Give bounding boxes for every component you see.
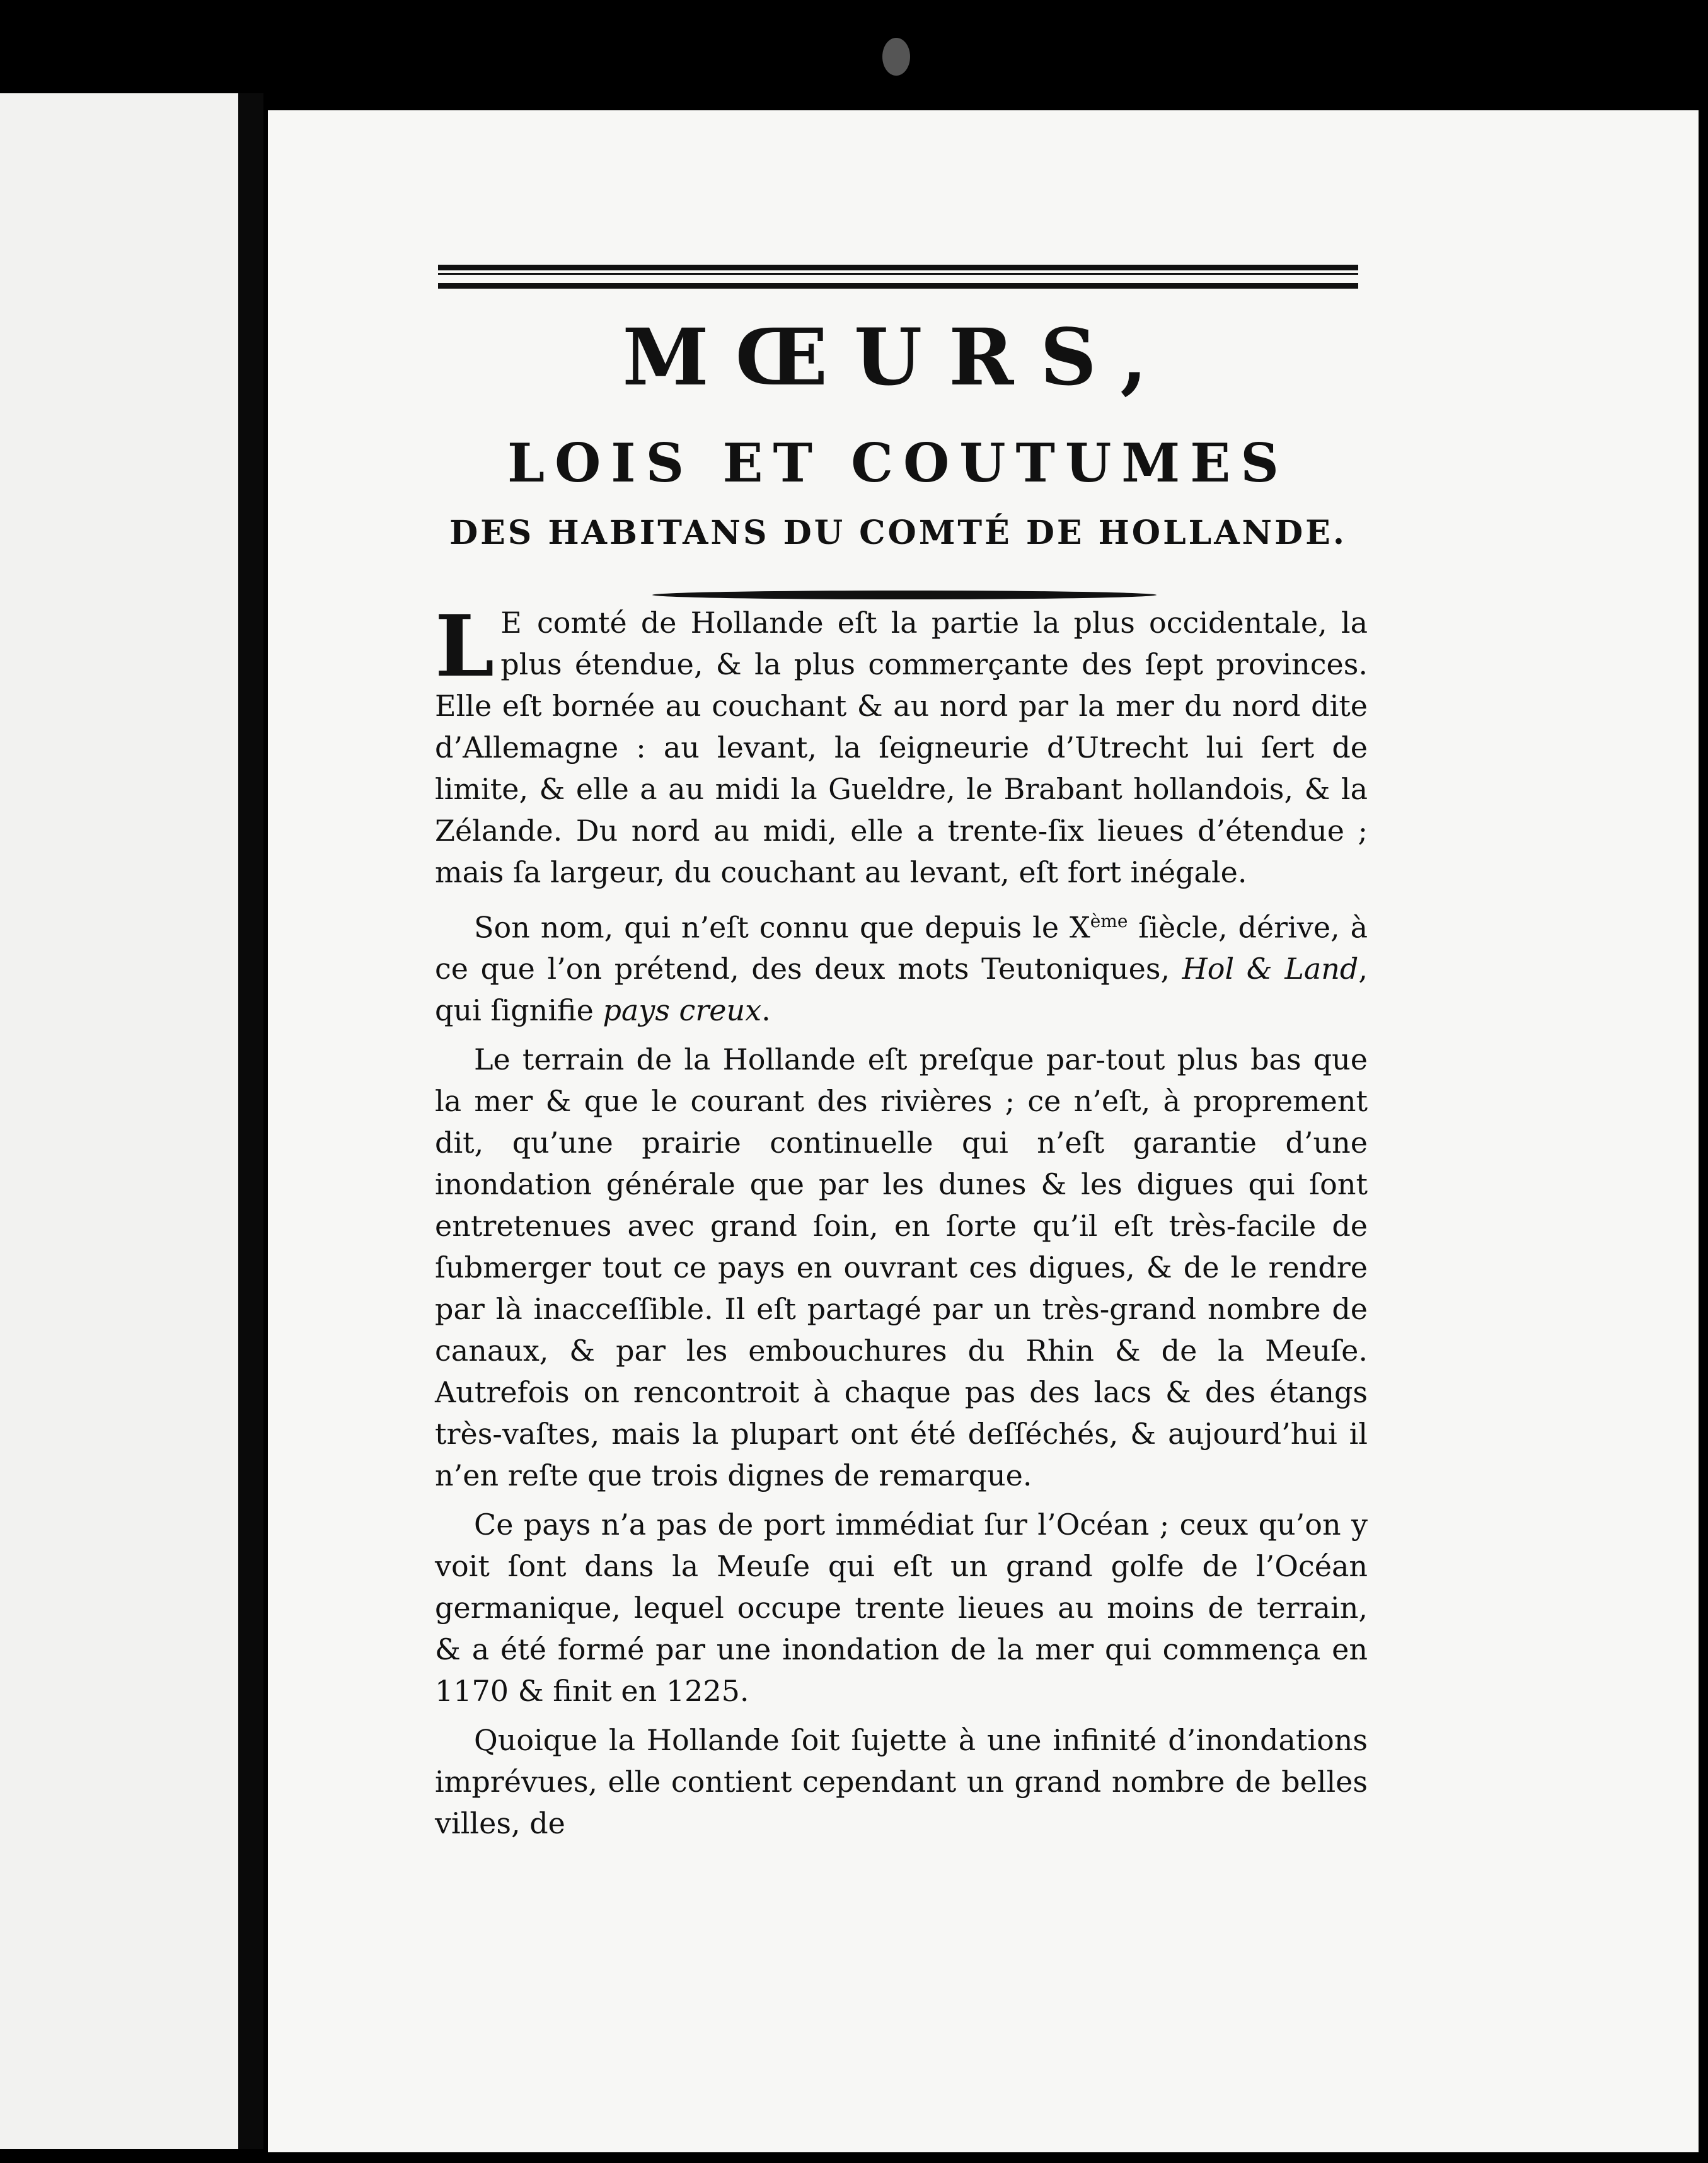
paragraph-text: Son nom, qui n’eſt connu que depuis le X <box>474 910 1090 945</box>
paragraph-text: , qui ſignifie <box>435 952 1368 1028</box>
drop-cap: L <box>435 596 495 696</box>
paragraph-2 <box>435 901 1368 1031</box>
italic-text: pays creux <box>603 993 762 1028</box>
top-rule <box>438 265 1358 289</box>
scan-mark <box>882 38 910 76</box>
body-text <box>435 596 1368 1852</box>
page-subtitle: LOIS ET COUTUMES <box>507 432 1289 494</box>
superscript: ème <box>1090 911 1128 932</box>
divider-rule <box>652 591 1157 599</box>
page <box>268 110 1699 2152</box>
paragraph-text: . <box>761 993 771 1028</box>
left-page <box>0 93 238 2149</box>
paragraph-5: Quoique la Hollande ſoit ſujette à une infinité d’inondations imprévues, elle contient cependant un grand nombre de belles villes, de <box>435 1723 1368 1841</box>
page-title: MŒURS, <box>622 312 1174 403</box>
paragraph-text: ſiècle, dérive, à ce que l’on prétend, des deux mots Teutoniques, <box>435 910 1368 986</box>
first-word: E <box>500 606 523 640</box>
page-subtitle-2: DES HABITANS DU COMTÉ DE HOLLANDE. <box>449 514 1347 552</box>
spine-shadow <box>238 93 263 2149</box>
paragraph-4: Ce pays n’a pas de port immédiat ſur l’Océan ; ceux qu’on y voit ſont dans la Meuſe qui eſt un grand golfe de l’Océan germanique, lequel occupe trente lieues au moins de terrain, & a été formé par une inondation de la mer qui commença en 1170 & finit en 1225. <box>435 1508 1368 1709</box>
paragraph-3: Le terrain de la Hollande eſt preſque par-tout plus bas que la mer & que le courant des rivières ; ce n’eſt, à proprement dit, qu’une prairie continuelle qui n’eſt garantie d’une inondation générale que par les dunes & les digues qui ſont entretenues avec grand ſoin, en ſorte qu’il eſt très-facile de ſubmerger tout ce pays en ouvrant ces digues, & de le rendre par là inacceſſible. Il eſt partagé par un très-grand nombre de canaux, & par les embouchures du Rhin & de la Meuſe. Autrefois on rencontroit à chaque pas des lacs & des étangs très-vaſtes, mais la plupart ont été deſſéchés, & aujourd’hui il n’en reſte que trois dignes de remarque. <box>435 1042 1368 1493</box>
paragraph-1 <box>435 596 1368 893</box>
paragraph-text: comté de Hollande eſt la partie la plus occidentale, la plus étendue, & la plus commerçante des ſept provinces. Elle eſt bornée au couchant & au nord par la mer du nord dite d’Allemagne : au levant, la ſeigneurie d’Utrecht lui ſert de limite, & elle a au midi la Gueldre, le Brabant hollandois, & la Zélande. Du nord au midi, elle a trente-ſix lieues d’étendue ; mais ſa largeur, du couchant au levant, eſt fort inégale. <box>435 606 1368 889</box>
italic-text: Hol & Land <box>1182 952 1359 986</box>
